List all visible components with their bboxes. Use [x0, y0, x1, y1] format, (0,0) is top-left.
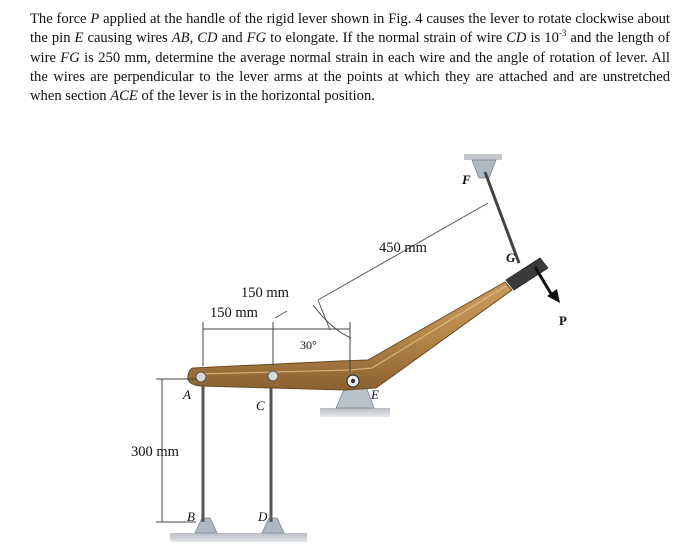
point-f-label: F — [462, 172, 471, 187]
point-a-label: A — [183, 387, 191, 402]
dim-300-label: 300 mm — [131, 444, 179, 460]
dim-150-label-top: 150 mm — [241, 285, 289, 301]
pin-a — [196, 372, 206, 382]
angle-arc — [313, 305, 351, 338]
point-d-label: D — [258, 509, 268, 524]
point-p-label: P — [559, 313, 567, 328]
angle-label: 30° — [300, 338, 317, 352]
point-e-label: E — [371, 387, 379, 402]
dim-150-label-bottom: 150 mm — [210, 305, 258, 321]
dim-450-label: 450 mm — [379, 240, 427, 256]
point-g-label: G — [506, 250, 516, 265]
force-p-arrow — [535, 267, 560, 303]
point-b-label: B — [187, 509, 195, 524]
problem-statement: The force P applied at the handle of the rigid lever shown in Fig. 4 causes the lever to rotate clockwise about the pin E causing wires AB, CD and FG to elongate. If the normal strain of wire CD is $10^{-3}$ and the length of wire FG is 250 mm, determine the average normal strain in each wire and the angle of rotation of lever. All the wires are perpendicular to the lever arms at the points at which they are attached and are unstretched when section ACE of the lever is in the horizontal position. — [30, 11, 671, 105]
pin-c — [268, 371, 278, 381]
point-c-label: C — [256, 398, 265, 413]
